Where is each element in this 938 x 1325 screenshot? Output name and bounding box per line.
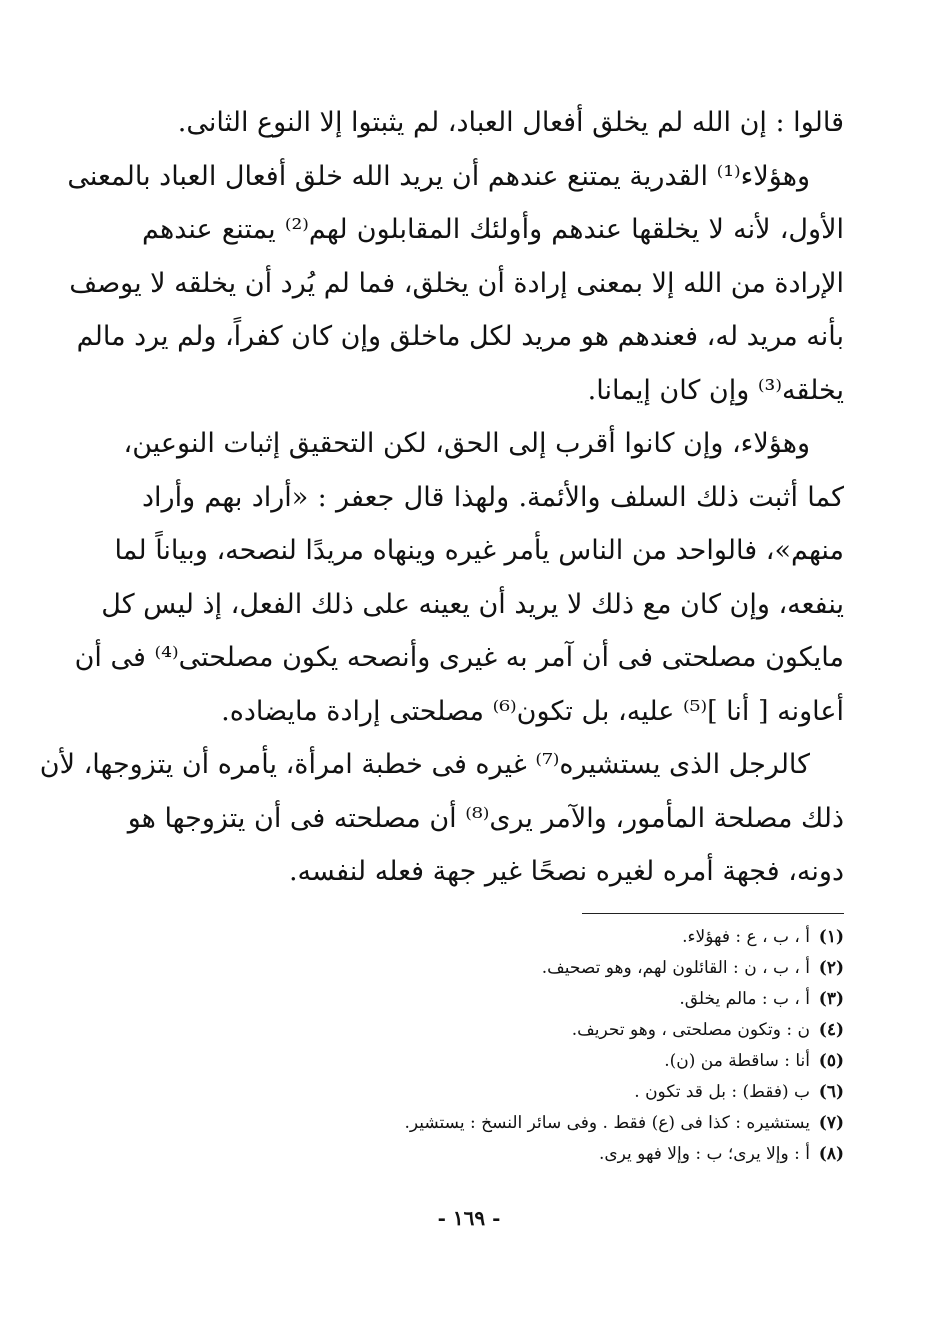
footnote bbox=[142, 1015, 844, 1046]
footnote bbox=[142, 1046, 844, 1077]
page-number: - ١٦٩ - bbox=[437, 1206, 501, 1230]
footnote-text: ب (فقط) : بل قد تكون . bbox=[634, 1081, 810, 1102]
footnote bbox=[142, 922, 844, 953]
footnote-separator bbox=[582, 913, 844, 914]
footnote bbox=[142, 1077, 844, 1108]
body-line: قالوا : إن الله لم يخلق أفعال العباد، لم يثبتوا إلا النوع الثانى. bbox=[177, 107, 844, 138]
body-line: الإرادة من الله إلا بمعنى إرادة أن يخلق، فما لم يُرد أن يخلقه لا يوصف bbox=[69, 267, 844, 299]
footnote-number: (٧) bbox=[818, 1112, 844, 1133]
body-line: وهؤلاء⁽¹⁾ القدرية يمتنع عندهم أن يريد الله خلق أفعال العباد بالمعنى bbox=[67, 160, 810, 192]
body-line: كالرجل الذى يستشيره⁽⁷⁾ غيره فى خطبة امرأة، يأمره أن يتزوجها، لأن bbox=[39, 749, 810, 780]
body-line: ذلك مصلحة المأمور، والآمر يرى⁽⁸⁾ أن مصلحته فى أن يتزوجها هو bbox=[127, 802, 844, 834]
footnote-text: أ : وإلا يرى؛ ب : وإلا فهو يرى. bbox=[598, 1143, 810, 1164]
footnote-number: (٤) bbox=[818, 1019, 844, 1040]
footnote-number: (٥) bbox=[818, 1050, 844, 1071]
footnote-text: أ ، ب ، ع : فهؤلاء. bbox=[682, 926, 810, 947]
body-text bbox=[39, 96, 844, 899]
body-line: أعاونه [ أنا ]⁽⁵⁾ عليه، بل تكون⁽⁶⁾ مصلحتى إرادة مايضاده. bbox=[221, 695, 844, 727]
footnote-number: (١) bbox=[818, 926, 844, 947]
footnote bbox=[142, 1139, 844, 1170]
footnote-number: (٨) bbox=[818, 1143, 844, 1164]
footnotes bbox=[142, 922, 844, 1170]
footnote-text: أنا : ساقطة من (ن). bbox=[664, 1050, 810, 1071]
footnote-separator-wrap bbox=[142, 899, 844, 914]
footnote bbox=[142, 1108, 844, 1139]
body-line: دونه، فجهة أمره لغيره نصحًا غير جهة فعله لنفسه. bbox=[288, 856, 844, 887]
footnote bbox=[142, 953, 844, 984]
footnote-text: ن : وتكون مصلحتى ، وهو تحريف. bbox=[571, 1019, 810, 1040]
footnote-text: أ ، ب ، ن : القائلون لهم، وهو تصحيف. bbox=[541, 957, 810, 978]
footnote-number: (٦) bbox=[818, 1081, 844, 1102]
body-line: الأول، لأنه لا يخلقها عندهم وأولئك المقابلون لهم⁽²⁾ يمتنع عندهم bbox=[142, 214, 844, 245]
body-line: وهؤلاء، وإن كانوا أقرب إلى الحق، لكن التحقيق إثبات النوعين، bbox=[123, 428, 810, 459]
body-line: ينفعه، وإن كان مع ذلك لا يريد أن يعينه على ذلك الفعل، إذ ليس كل bbox=[101, 588, 844, 620]
footnote-number: (٣) bbox=[818, 988, 844, 1009]
body-line: مايكون مصلحتى فى أن آمر به غيرى وأنصحه يكون مصلحتى⁽⁴⁾ فى أن bbox=[74, 642, 844, 673]
footnote-number: (٢) bbox=[818, 957, 844, 978]
body-line: منهم»، فالواحد من الناس يأمر غيره وينهاه مريدًا لنصحه، وبياناً لما bbox=[114, 535, 844, 566]
footnote-text: يستشيره : كذا فى (ع) فقط . وفى سائر النسخ : يستشير. bbox=[404, 1112, 810, 1133]
body-line: يخلقه⁽³⁾ وإن كان إيمانا. bbox=[587, 374, 844, 406]
footnote-text: أ ، ب : مالم يخلق. bbox=[679, 988, 810, 1009]
footnote bbox=[142, 984, 844, 1015]
body-line: بأنه مريد له، فعندهم هو مريد لكل ماخلق وإن كان كفراً، ولم يرد مالم bbox=[76, 321, 844, 352]
body-line: كما أثبت ذلك السلف والأئمة. ولهذا قال جعفر : «أراد بهم وأراد bbox=[142, 481, 844, 513]
